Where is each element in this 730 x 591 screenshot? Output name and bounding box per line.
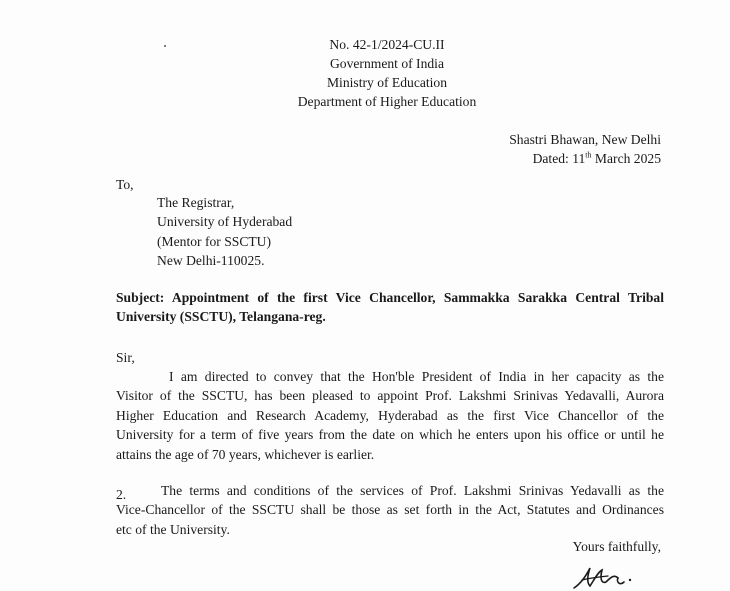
- to-label: To,: [116, 177, 134, 192]
- addressee-line-2: University of Hyderabad: [157, 214, 293, 229]
- addressee-line-3: (Mentor for SSCTU): [157, 234, 272, 249]
- file-number: No. 42-1/2024-CU.II: [329, 37, 445, 52]
- salutation: Sir,: [116, 350, 135, 365]
- signature-icon: [568, 560, 648, 591]
- place-line: Shastri Bhawan, New Delhi: [509, 132, 661, 147]
- subject-line-2: University (SSCTU), Telangana-reg.: [116, 309, 326, 324]
- paragraph-2-line-1: The terms and conditions of the services of Prof. Lakshmi Srinivas Yedavalli as the: [161, 483, 664, 498]
- subject-label: Subject:: [116, 290, 165, 305]
- paragraph-2-number: 2.: [116, 487, 127, 502]
- paragraph-1-line-5: attains the age of 70 years, whichever is earlier.: [116, 446, 375, 462]
- paragraph-1: [116, 367, 664, 464]
- ministry-heading: Ministry of Education: [326, 75, 448, 90]
- addressee-line-4: New Delhi-110025.: [157, 253, 265, 268]
- subject-text-1: Appointment of the first Vice Chancellor, Sammakka Sarakka Central Tribal: [164, 290, 664, 305]
- subject-block: [116, 288, 664, 326]
- paragraph-1-line-3: Higher Education and Research Academy, Hyderabad as the first Vice Chancellor of the: [116, 407, 664, 423]
- paragraph-1-line-2: Visitor of the SSCTU, has been pleased to appoint Prof. Lakshmi Srinivas Yedavalli, Aurora: [116, 388, 664, 404]
- subject-line-1: [116, 288, 664, 307]
- date-suffix: th: [585, 150, 592, 160]
- government-heading: Government of India: [329, 56, 444, 71]
- date-line: [533, 150, 661, 167]
- date-rest: March 2025: [591, 151, 661, 166]
- closing: Yours faithfully,: [572, 539, 661, 554]
- paragraph-1-line-1: I am directed to convey that the Hon'ble President of India in her capacity as the: [169, 369, 664, 384]
- date-prefix: Dated: 11: [532, 151, 586, 166]
- paragraph-1-line-4: University for a term of five years from the date on which he enters upon his office or until he: [116, 427, 664, 443]
- paragraph-2-line-2: Vice-Chancellor of the SSCTU shall be those as set forth in the Act, Statutes and Ordinances: [116, 502, 664, 518]
- department-heading: Department of Higher Education: [297, 94, 477, 109]
- paragraph-2: [116, 481, 664, 539]
- paragraph-2-line-3: etc of the University.: [116, 521, 230, 537]
- addressee-line-1: The Registrar,: [157, 195, 235, 210]
